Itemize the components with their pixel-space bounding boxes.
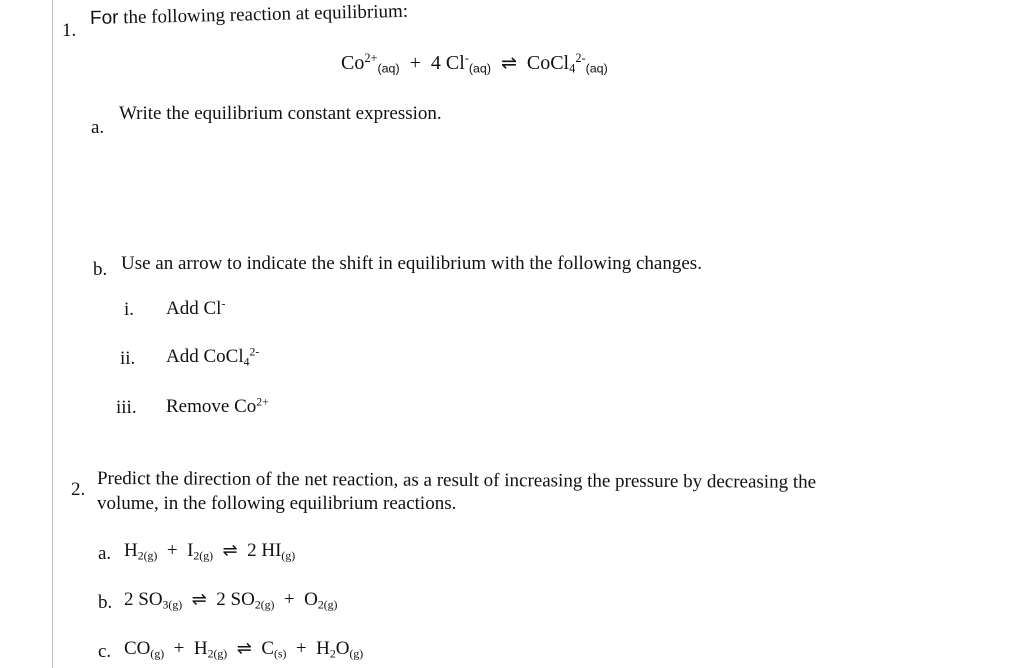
q1-eq-reactant1-state: (aq)	[377, 61, 400, 76]
formula-subscript: 2(g)	[254, 598, 275, 612]
formula: H	[316, 638, 330, 659]
q2-reaction-c-label: c.	[98, 641, 112, 662]
q2-number: 2.	[71, 479, 86, 500]
q1-eq-reactant1-charge: 2+	[364, 51, 378, 66]
page-left-edge	[52, 0, 53, 668]
q1-eq-product: CoCl	[526, 52, 570, 74]
q1-part-a-text: Write the equilibrium constant expression.	[119, 103, 442, 124]
equilibrium-arrow-icon: ⇌	[222, 540, 238, 561]
q1-eq-reactant2-state: (aq)	[468, 61, 491, 76]
formula-subscript: (g)	[281, 549, 296, 563]
formula: H	[124, 540, 138, 561]
q2-prompt-line1: Predict the direction of the net reaction, as a result of increasing the pressure by decreasing the	[96, 468, 817, 493]
formula-subscript: (g)	[349, 647, 364, 661]
equilibrium-arrow-icon: ⇌	[191, 589, 207, 610]
q2-reaction-c	[124, 638, 363, 660]
formula-subscript: (s)	[274, 647, 287, 661]
q1-part-a-label: a.	[91, 117, 105, 138]
q1-eq-product-subscript: 4	[569, 61, 576, 76]
formula: CO	[124, 638, 151, 659]
q1-eq-product-state: (aq)	[585, 61, 608, 76]
formula: H	[193, 638, 208, 659]
q1-number: 1.	[62, 20, 77, 41]
item-charge: -	[221, 297, 226, 311]
q1-part-b-label: b.	[93, 259, 108, 280]
q1-part-b-item-text	[166, 396, 269, 418]
formula: I	[187, 540, 194, 561]
formula: 2 HI	[247, 540, 282, 561]
item-text: Add CoCl	[166, 346, 244, 367]
q1-eq-product-charge: 2-	[575, 51, 586, 66]
formula-subscript: 2(g)	[137, 549, 158, 563]
q1-eq-reactant2: Cl	[445, 52, 465, 74]
formula: O	[304, 589, 318, 610]
q2-reaction-a	[124, 540, 295, 562]
formula-subscript: 2(g)	[193, 549, 213, 563]
q1-eq-reactant1: Co	[341, 52, 365, 74]
equilibrium-arrow-icon: ⇌	[500, 52, 517, 74]
q1-part-b-item-text	[166, 298, 225, 320]
q1-part-b-item-label: ii.	[120, 348, 136, 369]
q2-reaction-a-label: a.	[98, 543, 112, 564]
plus-sign: +	[173, 638, 185, 659]
item-charge: 2-	[249, 345, 260, 359]
formula: 2 SO	[216, 589, 255, 610]
formula: C	[261, 638, 274, 659]
formula: 2 SO	[124, 589, 163, 610]
item-text: Add Cl	[166, 298, 222, 319]
q1-part-b-text: Use an arrow to indicate the shift in equilibrium with the following changes.	[121, 253, 702, 274]
q1-prompt-rest: the following reaction at equilibrium:	[118, 0, 409, 29]
formula-subscript: (g)	[150, 647, 165, 661]
q1-eq-reactant2-charge: -	[464, 51, 469, 66]
q1-part-b-item-text	[166, 346, 259, 368]
q2-reaction-b	[124, 589, 337, 611]
q2-reaction-b-label: b.	[98, 592, 113, 613]
formula-subscript: 2	[329, 647, 336, 661]
item-charge: 2+	[256, 395, 269, 409]
q1-eq-plus: +	[409, 52, 421, 74]
item-text: Remove Co	[166, 396, 257, 417]
item-subscript: 4	[243, 355, 250, 369]
q1-eq-reactant2-coeff: 4	[430, 52, 441, 74]
q1-part-b-item-label: i.	[124, 299, 135, 320]
plus-sign: +	[295, 638, 307, 659]
formula-subscript: 2(g)	[207, 647, 228, 661]
equilibrium-arrow-icon: ⇌	[236, 638, 252, 659]
q2-prompt-line2: volume, in the following equilibrium reactions.	[97, 493, 457, 514]
q1-equation	[341, 52, 608, 75]
formula: O	[335, 638, 350, 659]
q1-part-b-item-label: iii.	[116, 397, 137, 418]
formula-subscript: 3(g)	[162, 598, 183, 612]
q1-prompt	[90, 1, 409, 30]
formula-subscript: 2(g)	[317, 598, 338, 612]
plus-sign: +	[283, 589, 295, 610]
plus-sign: +	[166, 540, 178, 561]
q1-prompt-lead: For	[89, 7, 119, 29]
